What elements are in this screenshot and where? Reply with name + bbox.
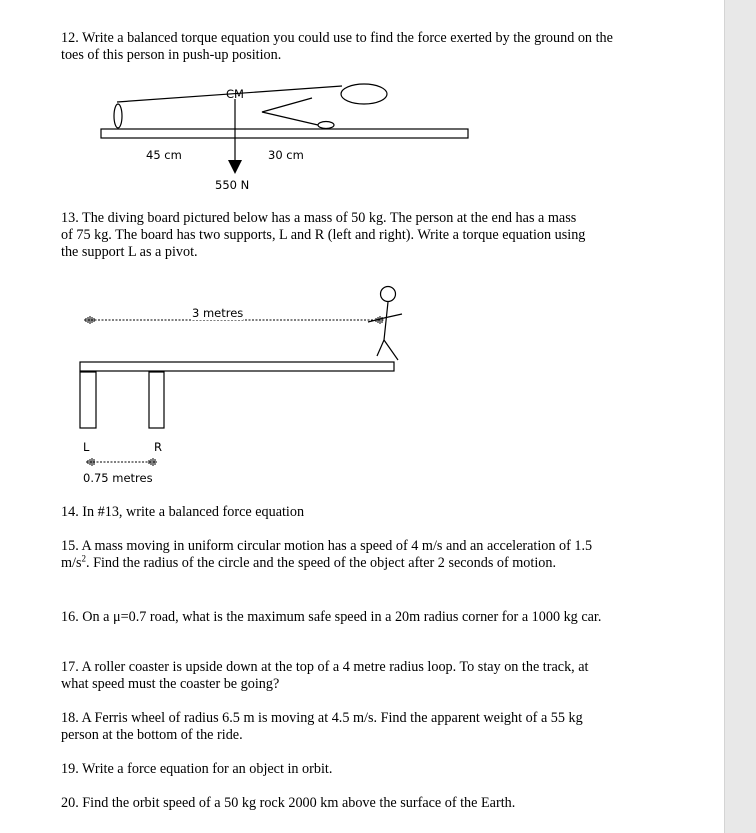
person-body	[384, 302, 388, 340]
question-15	[61, 538, 606, 572]
question-15-text-b: . Find the radius of the circle and the speed of the object after 2 seconds of motion.	[86, 555, 557, 571]
person-arms	[368, 314, 402, 322]
question-19: 19. Write a force equation for an object in orbit.	[61, 761, 333, 777]
sidebar-background	[724, 0, 756, 833]
question-16: 16. On a μ=0.7 road, what is the maximum safe speed in a 20m radius corner for a 1000 kg car.	[61, 609, 602, 625]
question-15-text-a: 15. A mass moving in uniform circular motion has a speed of 4 m/s and an acceleration of 1.5 m/s	[61, 538, 593, 571]
support-left	[80, 372, 96, 428]
cm-label: CM	[226, 87, 244, 101]
question-13: 13. The diving board pictured below has a mass of 50 kg. The person at the end has a mass of 75 kg. The board has two supports, L and R (left and right). Write a torque equation using the support L as a pivot.	[61, 210, 586, 260]
question-17: 17. A roller coaster is upside down at the top of a 4 metre radius loop. To stay on the track, at what speed must the coaster be going?	[61, 659, 589, 692]
left-distance-label: 45 cm	[146, 148, 182, 162]
diving-board	[80, 362, 394, 371]
weight-label: 550 N	[215, 178, 250, 192]
person-legs	[377, 340, 398, 360]
question-12: 12. Write a balanced torque equation you could use to find the force exerted by the ground on the toes of this person in push-up position.	[61, 30, 613, 63]
right-support-label: R	[154, 440, 162, 454]
person-head	[381, 287, 396, 302]
question-20: 20. Find the orbit speed of a 50 kg rock 2000 km above the surface of the Earth.	[61, 795, 516, 811]
question-18: 18. A Ferris wheel of radius 6.5 m is moving at 4.5 m/s. Find the apparent weight of a 55 kg person at the bottom of the ride.	[61, 710, 583, 743]
right-distance-label: 30 cm	[268, 148, 304, 162]
question-15-superscript: 2	[81, 553, 86, 564]
support-right	[149, 372, 164, 428]
left-support-label: L	[83, 440, 90, 454]
board-length-label: 3 metres	[192, 306, 244, 320]
question-14: 14. In #13, write a balanced force equation	[61, 504, 305, 520]
support-gap-label: 0.75 metres	[83, 471, 153, 485]
